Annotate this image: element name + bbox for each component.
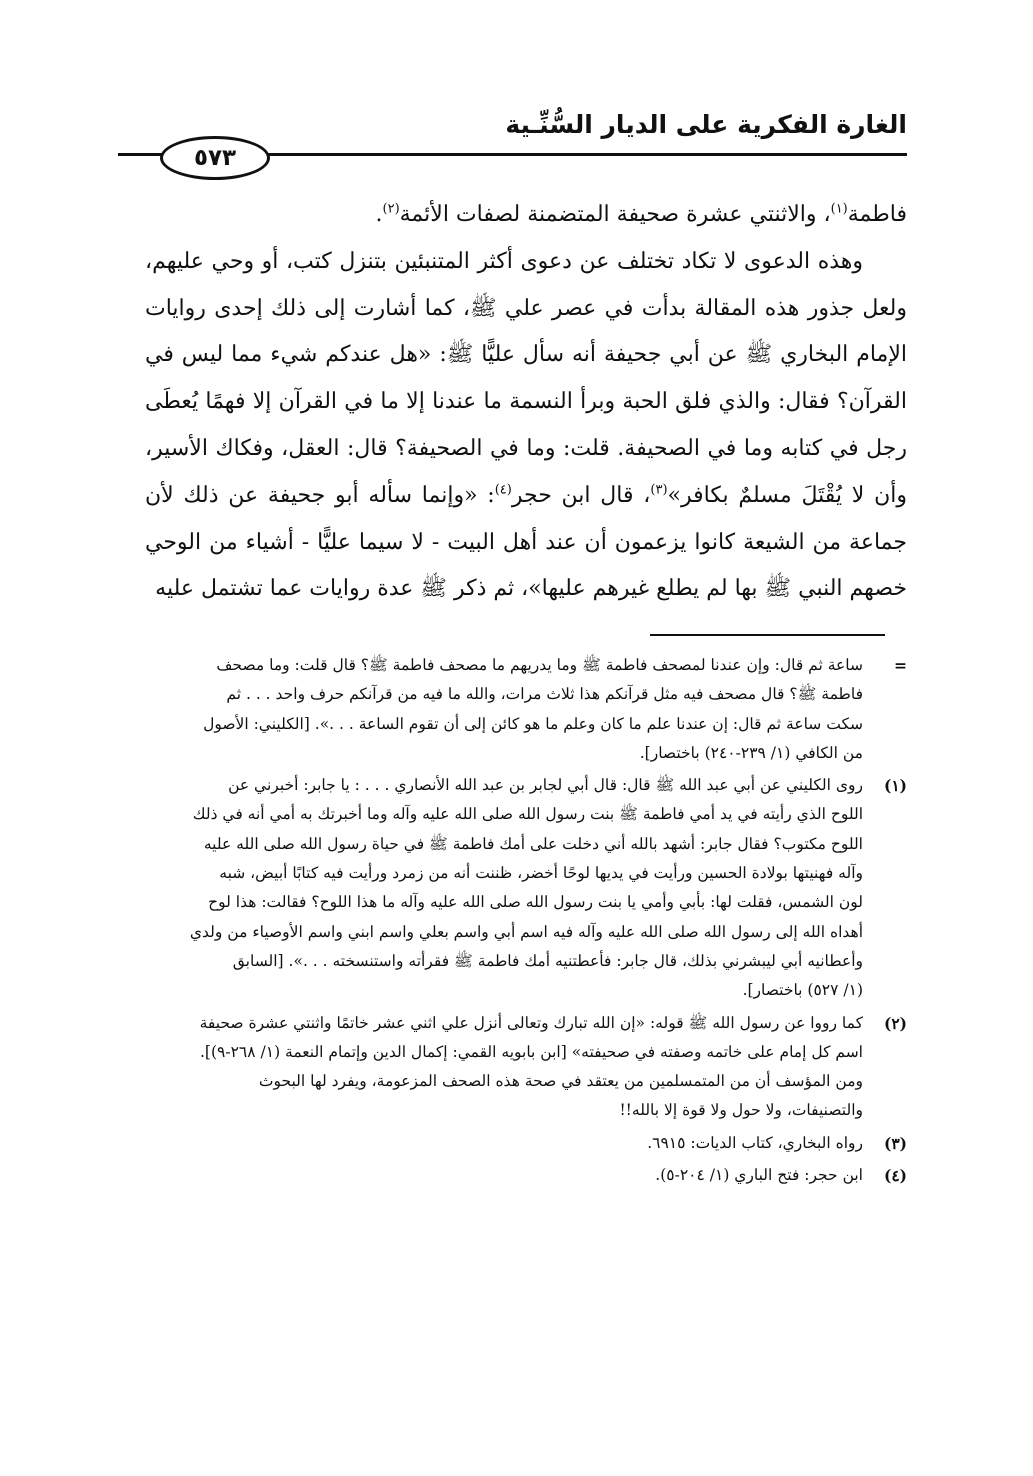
running-title: الغارة الفكرية على الديار السُّنِّـية: [505, 110, 907, 139]
paragraph-1-text: فاطمة: [847, 202, 907, 227]
footnote-line: اللوح الذي رأيته في يد أمي فاطمة ﷺ بنت رسول الله صلى الله عليه وآله وما أخبرتك به أمي أنه في ذلك: [192, 805, 863, 824]
footnote-line: كما رووا عن رسول الله ﷺ قوله: «إن الله تبارك وتعالى أنزل علي اثني عشر خاتمًا واثنتي عشرة صحيفة: [199, 1013, 863, 1032]
footnote-3: [145, 1129, 907, 1158]
paragraph-2-text: وهذه الدعوى لا تكاد تختلف عن دعوى أكثر المتنبئين بتنزل كتب، أو وحي عليهم، ولعل جذور هذه المقالة بدأت في عصر علي ﷺ، كما أشارت إلى ذلك إحدى روايات الإمام البخاري ﷺ عن أبي جحيفة أنه سأل عليًّا ﷺ: «هل عندكم شيء مما ليس في القرآن؟ فقال: والذي فلق الحبة وبرأ النسمة ما عندنا إلا ما في القرآن إلا فهمًا يُعطَى رجل في كتابه وما في الصحيفة. قلت: وما في الصحيفة؟ قال: العقل، وفكاك الأسير، وأن لا يُقْتَلَ مسلمٌ بكافر»: [145, 248, 908, 508]
continuation-mark: =: [894, 656, 907, 675]
footnote-2-number: (٢): [883, 1013, 907, 1033]
paragraph-1-text-2: ، والاثنتي عشرة صحيفة المتضمنة لصفات الأئمة: [399, 202, 831, 227]
footnote-3-text: رواه البخاري، كتاب الديات: ٦٩١٥.: [647, 1133, 863, 1152]
footnote-1: [145, 771, 907, 1005]
footnote-1-text: [145, 771, 863, 1005]
footnote-1-number: (١): [883, 776, 907, 796]
footnote-separator: [650, 634, 885, 636]
footnote-line: لون الشمس، فقلت لها: بأبي وأمي يا بنت رسول الله صلى الله عليه وآله ما هذا اللوح؟ فقالت: هذا لوح: [208, 893, 863, 912]
paragraph-2-text-2: ، قال ابن حجر: [511, 482, 651, 508]
footnote-ref-1[interactable]: (١): [830, 201, 848, 217]
footnote-continuation-text: [145, 651, 863, 768]
footnote-ref-2[interactable]: (٢): [382, 201, 400, 217]
footnote-line: وآله فهنيتها بولادة الحسين ورأيت في يديها لوحًا أخضر، ظننت أنه من زمرد ورأيت فيه كتابًا أبيض، شبه: [219, 864, 863, 883]
footnote-line: أهداه الله إلى رسول الله صلى الله عليه وآله فيه اسم أبي واسم بعلي واسم ابني واسم الأوصياء من ولدي: [189, 922, 863, 941]
main-text: [145, 192, 907, 613]
footnote-ref-3[interactable]: (٣): [650, 482, 668, 498]
footnote-line: والتصنيفات، ولا حول ولا قوة إلا بالله!!: [619, 1101, 863, 1120]
footnote-line: ساعة ثم قال: وإن عندنا لمصحف فاطمة ﷺ وما يدريهم ما مصحف فاطمة ﷺ؟ قال قلت: وما مصحف: [216, 656, 863, 674]
footnote-2-text: [145, 1009, 863, 1126]
footnote-line: ومن المؤسف أن من المتمسلمين من يعتقد في صحة هذه الصحف المزعومة، ويفرد لها البحوث: [258, 1072, 863, 1091]
paragraph-2-text-3: : «وإنما سأله أبو جحيفة عن ذلك لأن جماعة من الشيعة كانوا يزعمون أن عند أهل البيت - لا سيما عليًّا - أشياء من الوحي خصهم النبي ﷺ بها لم يطلع غيرهم عليها»، ثم ذكر ﷺ عدة روايات عما تشتمل عليه: [145, 482, 907, 602]
paragraph-2: [145, 239, 907, 613]
paragraph-1-text-3: .: [375, 202, 383, 227]
footnotes: [145, 651, 907, 1193]
footnote-3-number: (٣): [883, 1133, 907, 1153]
footnote-line: من الكافي (١/ ٢٣٩-٢٤٠) باختصار].: [639, 743, 863, 762]
footnote-ref-4[interactable]: (٤): [494, 482, 512, 498]
footnote-line: روى الكليني عن أبي عبد الله ﷺ قال: قال أبي لجابر بن عبد الله الأنصاري . . . : يا جابر: أخبرني عن: [228, 776, 863, 795]
footnote-line: (١/ ٥٢٧) باختصار].: [742, 981, 863, 1000]
footnote-4-number: (٤): [883, 1166, 907, 1186]
footnote-line: وأعطانيه أبي ليبشرني بذلك، قال جابر: فأعطتنيه أمك فاطمة ﷺ فقرأته واستنسخته . . .». [السابق: [232, 951, 863, 970]
page-number: ٥٧٣: [160, 136, 270, 180]
footnote-4: [145, 1161, 907, 1190]
footnote-line: سكت ساعة ثم قال: إن عندنا علم ما كان وعلم ما هو كائن إلى أن تقوم الساعة . . .». [الكليني: الأصول: [203, 714, 863, 733]
footnote-continuation: [145, 651, 907, 768]
footnote-line: فاطمة ﷺ؟ قال مصحف فيه مثل قرآنكم هذا ثلاث مرات، والله ما فيه من قرآنكم حرف واحد . . . ثم: [226, 685, 863, 704]
footnote-line: اللوح مكتوب؟ فقال جابر: أشهد بالله أني دخلت على أمك فاطمة ﷺ في حياة رسول الله صلى الله عليه: [203, 834, 863, 853]
footnote-4-text: ابن حجر: فتح الباري (١/ ٢٠٤-٥).: [655, 1166, 863, 1185]
footnote-2: [145, 1009, 907, 1126]
paragraph-1: [145, 192, 907, 239]
footnote-line: اسم كل إمام على خاتمه وصفته في صحيفته» [ابن بابويه القمي: إكمال الدين وإتمام النعمة (١/ ٢٦٨-٩)].: [199, 1042, 863, 1061]
